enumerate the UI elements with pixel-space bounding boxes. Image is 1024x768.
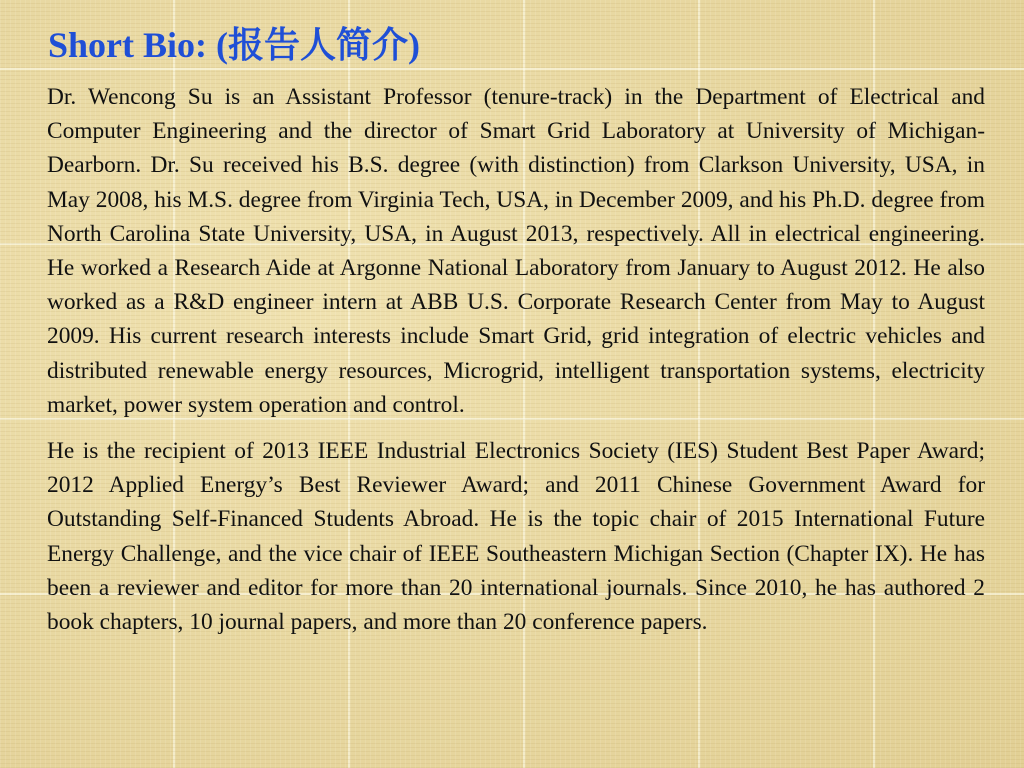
slide-title: Short Bio: (报告人简介) xyxy=(48,25,420,65)
bio-paragraph-2: He is the recipient of 2013 IEEE Industrial Electronics Society (IES) Student Best Paper Award; 2012 Applied Energy’s Best Reviewer Award; and 2011 Chinese Government Award for Outstanding Self-Financed Students Abroad. He is the topic chair of 2015 International Future Energy Challenge, and the vice chair of IEEE Southeastern Michigan Section (Chapter IX). He has been a reviewer and editor for more than 20 international journals. Since 2010, he has authored 2 book chapters, 10 journal papers, and more than 20 conference papers. xyxy=(47,438,985,636)
bio-body xyxy=(47,80,985,639)
bio-paragraph-1: Dr. Wencong Su is an Assistant Professor (tenure-track) in the Department of Electrical and Computer Engineering and the director of Smart Grid Laboratory at University of Michigan-Dearborn. Dr. Su received his B.S. degree (with distinction) from Clarkson University, USA, in May 2008, his M.S. degree from Virginia Tech, USA, in December 2009, and his Ph.D. degree from North Carolina State University, USA, in August 2013, respectively. All in electrical engineering. He worked a Research Aide at Argonne National Laboratory from January to August 2012. He also worked as a R&D engineer intern at ABB U.S. Corporate Research Center from May to August 2009. His current research interests include Smart Grid, grid integration of electric vehicles and distributed renewable energy resources, Microgrid, intelligent transportation systems, electricity market, power system operation and control. xyxy=(47,84,985,418)
